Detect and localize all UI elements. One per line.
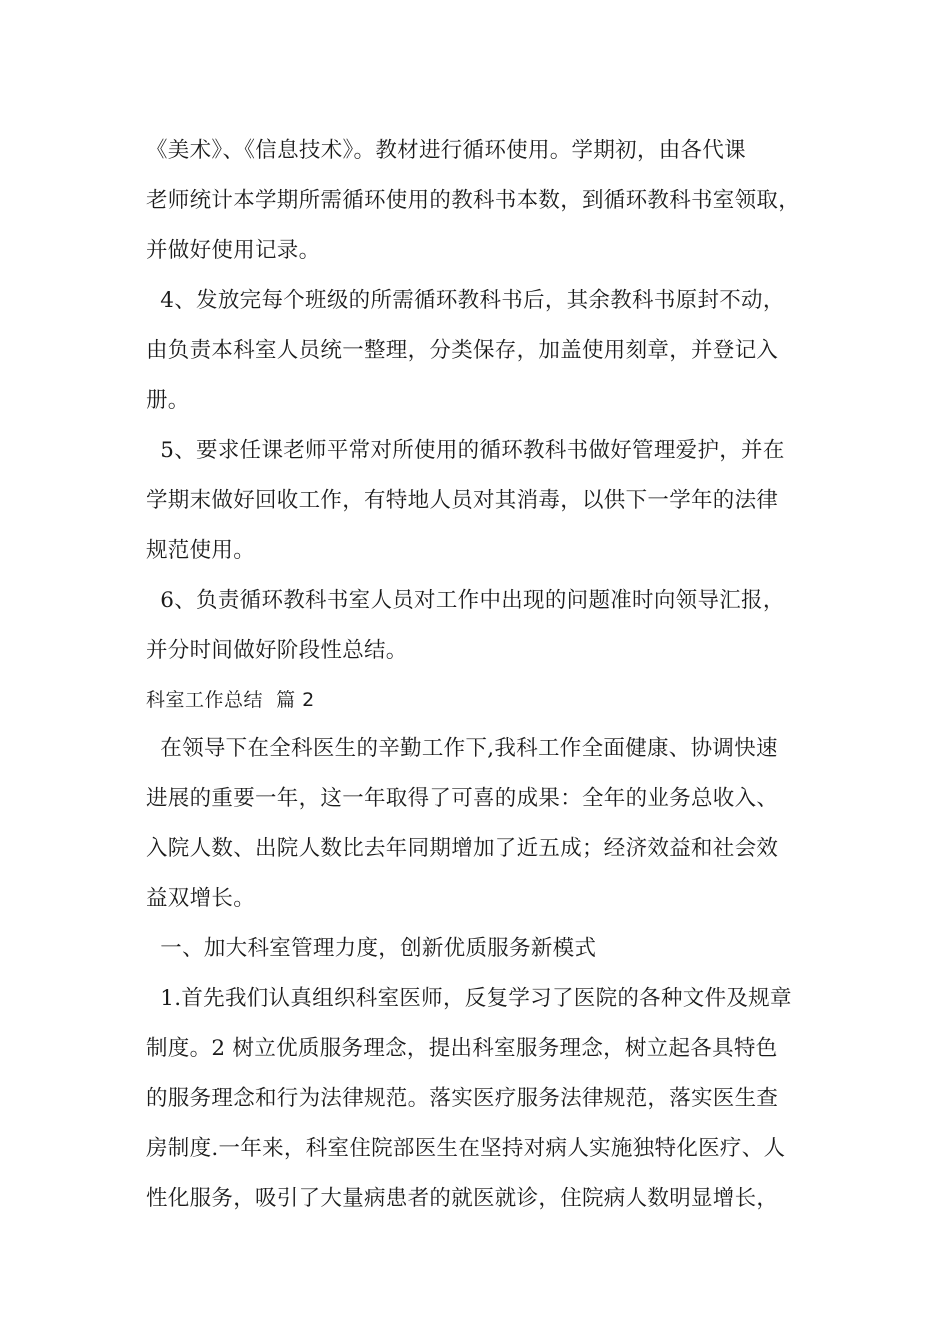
paragraph-line: 4、发放完每个班级的所需循环教科书后，其余教科书原封不动， xyxy=(146,288,785,313)
paragraph-line: 册。 xyxy=(146,388,190,413)
paragraph-line: 6、负责循环教科书室人员对工作中出现的问题准时向领导汇报， xyxy=(146,588,785,613)
paragraph-line: 益双增长。 xyxy=(146,886,256,911)
paragraph-line: 1.首先我们认真组织科室医师，反复学习了医院的各种文件及规章 xyxy=(146,986,792,1011)
paragraph-line: 并做好使用记录。 xyxy=(146,238,321,263)
paragraph-line: 制度。2 树立优质服务理念，提出科室服务理念，树立起各具特色 xyxy=(146,1036,778,1061)
paragraph-line: 在领导下在全科医生的辛勤工作下,我科工作全面健康、协调快速 xyxy=(146,736,778,761)
paragraph-line: 老师统计本学期所需循环使用的教科书本数，到循环教科书室领取， xyxy=(146,188,801,213)
paragraph-line: 入院人数、出院人数比去年同期增加了近五成；经济效益和社会效 xyxy=(146,836,779,861)
paragraph-line: 学期末做好回收工作，有特地人员对其消毒，以供下一学年的法律 xyxy=(146,488,779,513)
paragraph-line: 进展的重要一年，这一年取得了可喜的成果：全年的业务总收入、 xyxy=(146,786,779,811)
subsection-heading: 一、加大科室管理力度，创新优质服务新模式 xyxy=(146,936,597,961)
paragraph-line: 5、要求任课老师平常对所使用的循环教科书做好管理爱护，并在 xyxy=(146,438,785,463)
paragraph-line: 并分时间做好阶段性总结。 xyxy=(146,638,408,663)
paragraph-line: 由负责本科室人员统一整理，分类保存，加盖使用刻章，并登记入 xyxy=(146,338,779,363)
paragraph-line: 房制度.一年来，科室住院部医生在坚持对病人实施独特化医疗、人 xyxy=(146,1136,786,1161)
section-heading: 科室工作总结 篇 2 xyxy=(146,689,315,711)
paragraph-line: 性化服务，吸引了大量病患者的就医就诊，住院病人数明显增长， xyxy=(146,1186,779,1211)
paragraph-line: 规范使用。 xyxy=(146,538,256,563)
paragraph-line: 的服务理念和行为法律规范。落实医疗服务法律规范，落实医生查 xyxy=(146,1086,779,1111)
paragraph-line: 《美术》、《信息技术》。教材进行循环使用。学期初，由各代课 xyxy=(146,138,746,163)
